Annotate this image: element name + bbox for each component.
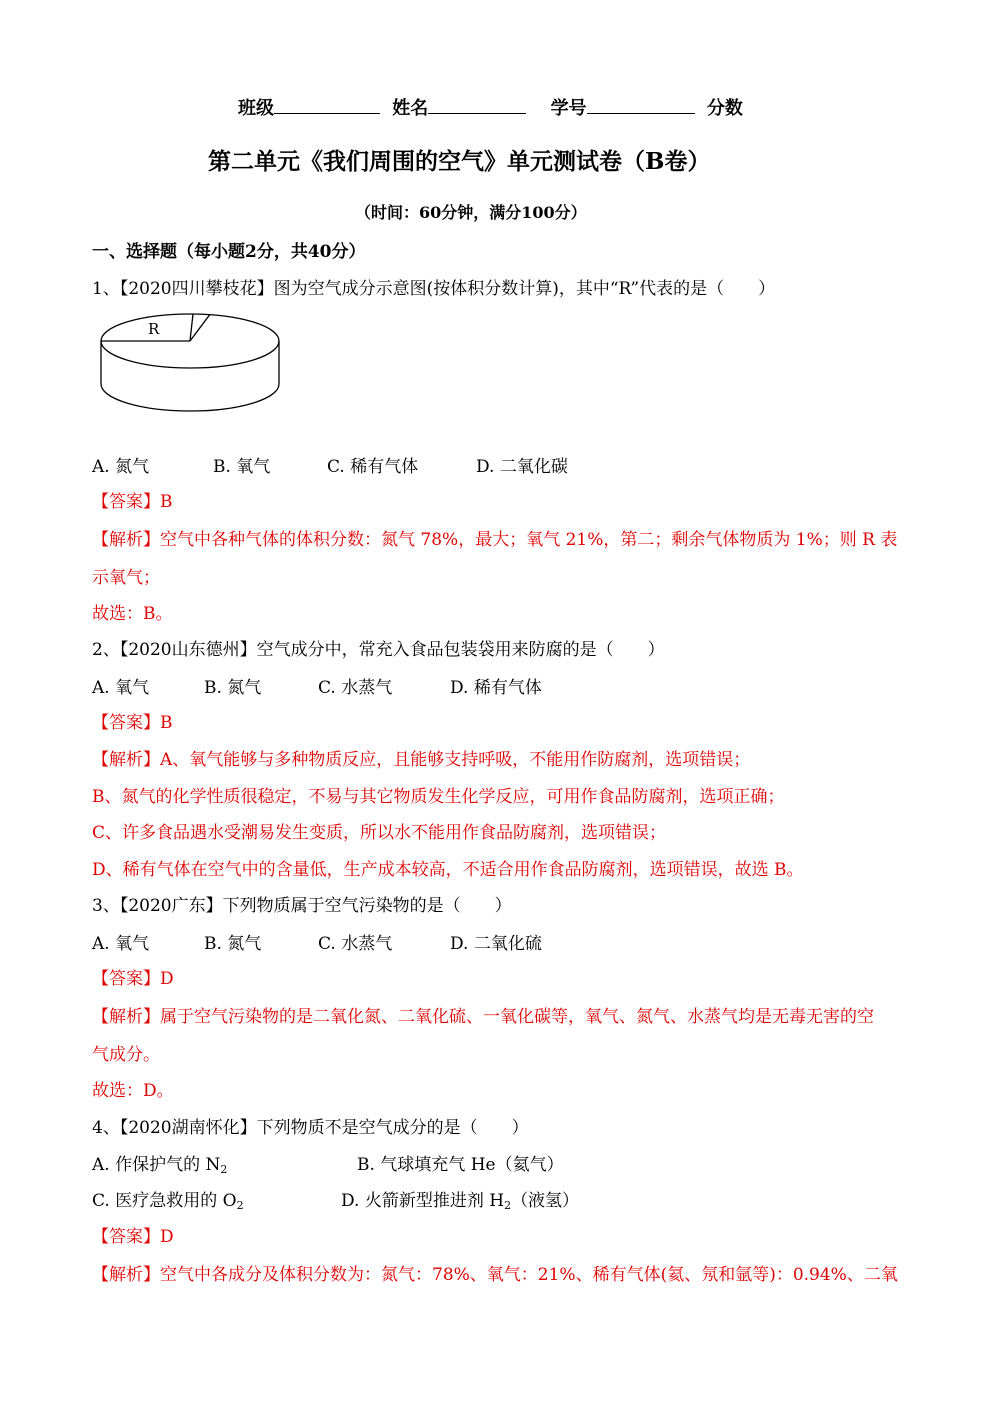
pie-cylinder-figure <box>98 308 284 418</box>
page-subtitle: （时间：60分钟，满分100分） <box>355 203 587 222</box>
question-4-option-c-text: C. 医疗急救用的 O <box>92 1191 237 1211</box>
question-1-option-a[interactable]: A. 氮气 <box>92 457 150 477</box>
question-1-analysis-line-1: 【解析】空气中各种气体的体积分数：氮气 78%，最大；氧气 21%，第二；剩余气体物质为 1%；则 R 表 <box>92 530 898 550</box>
figure-label-r: R <box>148 320 160 338</box>
question-4-analysis-line-1: 【解析】空气中各成分及体积分数为：氮气：78%、氧气：21%、稀有气体(氦、氖和氩等)：0.94%、二氧 <box>92 1265 898 1285</box>
question-4-answer: 【答案】D <box>92 1227 174 1247</box>
question-1-option-d[interactable]: D. 二氧化碳 <box>476 457 568 477</box>
question-4-option-a[interactable] <box>92 1150 227 1175</box>
question-4-option-a-sub: 2 <box>220 1163 228 1176</box>
section-heading: 一、选择题（每小题2分，共40分） <box>92 242 366 262</box>
question-3-option-a[interactable]: A. 氧气 <box>92 934 150 954</box>
question-3-answer: 【答案】D <box>92 969 174 989</box>
question-1-answer: 【答案】B <box>92 492 173 512</box>
question-4-option-c[interactable] <box>92 1186 244 1211</box>
class-blank[interactable] <box>274 95 380 114</box>
score-label: 分数 <box>706 98 743 119</box>
question-4-option-d[interactable] <box>341 1186 579 1211</box>
question-2-analysis-line-2: B、氮气的化学性质很稳定，不易与其它物质发生化学反应，可用作食品防腐剂，选项正确； <box>92 787 785 807</box>
question-1-option-b[interactable]: B. 氧气 <box>213 457 271 477</box>
question-3-stem: 3、【2020广东】下列物质属于空气污染物的是（ ） <box>92 896 512 916</box>
id-label: 学号 <box>550 98 587 119</box>
question-2-option-a[interactable]: A. 氧气 <box>92 678 150 698</box>
question-4-option-b[interactable]: B. 气球填充气 He（氦气） <box>357 1155 564 1175</box>
question-2-option-c[interactable]: C. 水蒸气 <box>318 678 393 698</box>
question-2-stem: 2、【2020山东德州】空气成分中，常充入食品包装袋用来防腐的是（ ） <box>92 640 665 660</box>
question-2-option-b[interactable]: B. 氮气 <box>204 678 262 698</box>
question-2-option-d[interactable]: D. 稀有气体 <box>450 678 542 698</box>
question-2-analysis-line-4: D、稀有气体在空气中的含量低，生产成本较高，不适合用作食品防腐剂，选项错误，故选 B。 <box>92 860 804 880</box>
question-1-option-c[interactable]: C. 稀有气体 <box>327 457 419 477</box>
question-4-option-d-sub: 2 <box>504 1199 512 1212</box>
student-info-line <box>238 94 743 120</box>
question-1-stem: 1、【2020四川攀枝花】图为空气成分示意图(按体积分数计算)，其中“R”代表的是（ ） <box>92 279 776 299</box>
question-3-option-c[interactable]: C. 水蒸气 <box>318 934 393 954</box>
question-2-answer: 【答案】B <box>92 713 173 733</box>
question-1-conclusion: 故选：B。 <box>92 604 173 624</box>
id-blank[interactable] <box>587 95 695 114</box>
question-3-option-d[interactable]: D. 二氧化硫 <box>450 934 542 954</box>
question-4-stem: 4、【2020湖南怀化】下列物质不是空气成分的是（ ） <box>92 1118 529 1138</box>
question-3-option-b[interactable]: B. 氮气 <box>204 934 262 954</box>
question-3-analysis-line-2: 气成分。 <box>92 1045 160 1065</box>
question-2-analysis-line-3: C、许多食品遇水受潮易发生变质，所以水不能用作食品防腐剂，选项错误； <box>92 823 667 843</box>
question-4-option-c-sub: 2 <box>236 1199 244 1212</box>
question-3-analysis-line-1: 【解析】属于空气污染物的是二氧化氮、二氧化硫、一氧化碳等，氧气、氮气、水蒸气均是无毒无害的空 <box>92 1007 874 1027</box>
question-4-option-d-text: D. 火箭新型推进剂 H <box>341 1191 505 1211</box>
question-1-analysis-line-2: 示氧气； <box>92 568 160 588</box>
question-4-option-d-tail: （液氢） <box>511 1191 580 1211</box>
name-label: 姓名 <box>392 98 429 119</box>
page-title: 第二单元《我们周围的空气》单元测试卷（B卷） <box>208 148 711 175</box>
question-2-analysis-line-1: 【解析】A、氧气能够与多种物质反应，且能够支持呼吸，不能用作防腐剂，选项错误； <box>92 750 751 770</box>
question-3-conclusion: 故选：D。 <box>92 1081 174 1101</box>
class-label: 班级 <box>238 98 274 119</box>
name-blank[interactable] <box>428 95 526 114</box>
question-4-option-a-text: A. 作保护气的 N <box>92 1155 221 1175</box>
